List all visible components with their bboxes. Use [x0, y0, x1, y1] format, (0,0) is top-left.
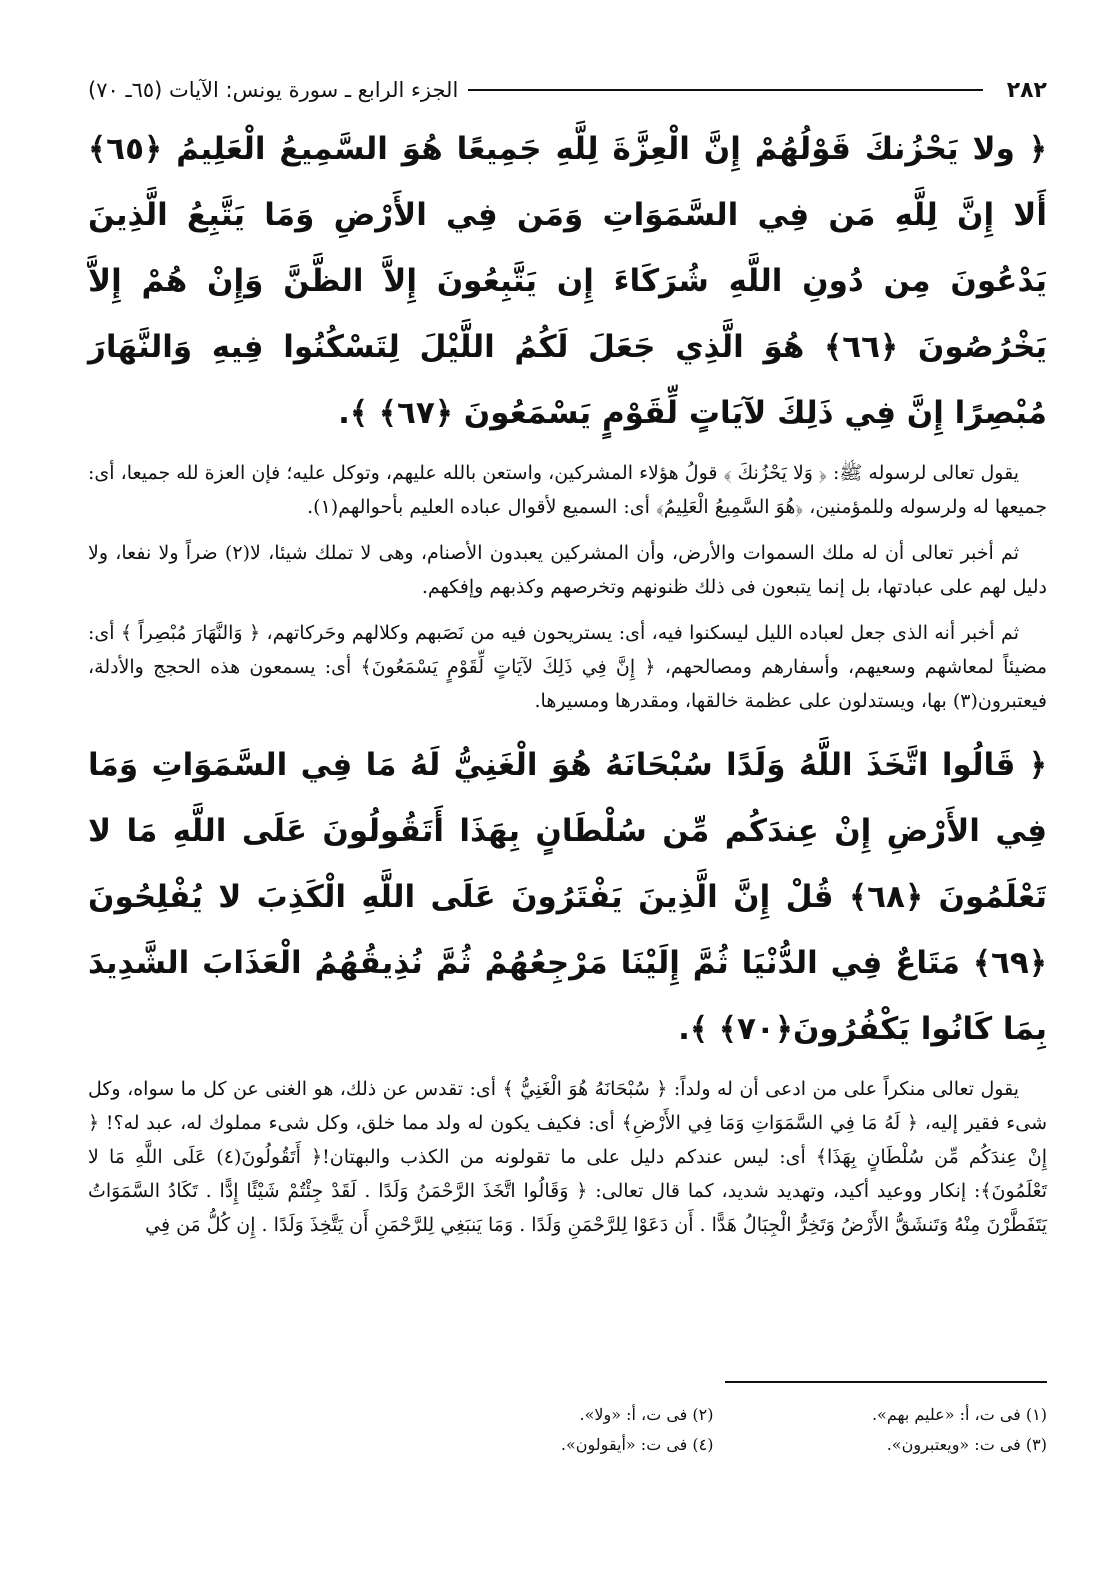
footnote-4: (٤) فى ت: «أيقولون».	[560, 1435, 714, 1454]
footnote-rule	[725, 1381, 1047, 1383]
commentary-paragraph: ثم أخبر تعالى أن له ملك السموات والأرض، وأن المشركين يعبدون الأصنام، وهى لا تملك شيئا، لا(٢) ضراً ولا نفعا، ولا دليل لهم على عبادتها، بل إنما يتبعون فى ذلك ظنونهم وتخرصهم وكذبهم وإفكهم.	[88, 542, 1047, 598]
footnotes	[380, 1400, 1047, 1460]
running-title: الجزء الرابع ـ سورة يونس: الآيات (٦٥ـ ٧٠)	[88, 78, 459, 102]
commentary-block-1	[88, 456, 1047, 718]
commentary-paragraph: يقول تعالى لرسوله ﷺ: ﴿ وَلا يَحْزُنكَ ﴾ قولُ هؤلاء المشركين، واستعن بالله عليهم، وتوكل عليه؛ فإن العزة لله جميعا، أى: جميعها له ولرسوله وللمؤمنين، ﴿هُوَ السَّمِيعُ الْعَلِيمُ﴾ أى: السميع لأقوال عباده العليم بأحوالهم(١).	[88, 462, 1047, 518]
page-header	[88, 70, 1047, 110]
quran-verses-68-70: ﴿ قَالُوا اتَّخَذَ اللَّهُ وَلَدًا سُبْحَانَهُ هُوَ الْغَنِيُّ لَهُ مَا فِي السَّمَوَاتِ وَمَا فِي الأَرْضِ إِنْ عِندَكُم مِّن سُلْطَانٍ بِهَذَا أَتَقُولُونَ عَلَى اللَّهِ مَا لا تَعْلَمُونَ ﴿٦٨﴾ قُلْ إِنَّ الَّذِينَ يَفْتَرُونَ عَلَى اللَّهِ الْكَذِبَ لا يُفْلِحُونَ ﴿٦٩﴾ مَتَاعٌ فِي الدُّنْيَا ثُمَّ إِلَيْنَا مَرْجِعُهُمْ ثُمَّ نُذِيقُهُمُ الْعَذَابَ الشَّدِيدَ بِمَا كَانُوا يَكْفُرُونَ﴿٧٠﴾ ﴾.	[88, 747, 1047, 1047]
commentary-paragraph: ثم أخبر أنه الذى جعل لعباده الليل ليسكنوا فيه، أى: يستريحون فيه من نَصَبهم وكلالهم وحَركاتهم، ﴿ وَالنَّهَارَ مُبْصِراً ﴾ أى: مضيئاً لمعاشهم وسعيهم، وأسفارهم ومصالحهم، ﴿ إِنَّ فِي ذَلِكَ لآيَاتٍ لِّقَوْمٍ يَسْمَعُونَ﴾ أى: يسمعون هذه الحجج والأدلة، فيعتبرون(٣) بها، ويستدلون على عظمة خالقها، ومقدرها ومسيرها.	[88, 622, 1047, 712]
header-rule	[468, 89, 982, 91]
footnote-1: (١) فى ت، أ: «عليم بهم».	[871, 1405, 1047, 1424]
page-number: ٢٨٢	[1006, 77, 1047, 103]
commentary-paragraph: يقول تعالى منكراً على من ادعى أن له ولداً: ﴿ سُبْحَانَهُ هُوَ الْغَنِيُّ ﴾ أى: تقدس عن ذلك، هو الغنى عن كل ما سواه، وكل شىء فقير إليه، ﴿ لَهُ مَا فِي السَّمَوَاتِ وَمَا فِي الأَرْضِ﴾ أى: فكيف يكون له ولد مما خلق، وكل شىء مملوك له، عبد له؟! ﴿ إِنْ عِندَكُم مِّن سُلْطَانٍ بِهَذَا﴾ أى: ليس عندكم دليل على ما تقولونه من الكذب والبهتان!﴿ أَتَقُولُونَ(٤) عَلَى اللَّهِ مَا لا تَعْلَمُونَ﴾: إنكار ووعيد أكيد، وتهديد شديد، كما قال تعالى: ﴿ وَقَالُوا اتَّخَذَ الرَّحْمَنُ وَلَدًا . لَقَدْ جِئْتُمْ شَيْئًا إِدًّا . تَكَادُ السَّمَوَاتُ يَتَفَطَّرْنَ مِنْهُ وَتَنشَقُّ الأَرْضُ وَتَخِرُّ الْجِبَالُ هَدًّا . أَن دَعَوْا لِلرَّحْمَنِ وَلَدًا . وَمَا يَنبَغِي لِلرَّحْمَنِ أَن يَتَّخِذَ وَلَدًا . إِن كُلُّ مَن فِي	[88, 1078, 1047, 1236]
footnote-2: (٢) فى ت، أ: «ولا».	[579, 1405, 714, 1424]
commentary-block-2	[88, 1072, 1047, 1242]
footnote-3: (٣) فى ت: «ويعتبرون».	[886, 1435, 1047, 1454]
quran-verses-65-67: ﴿ ولا يَحْزُنكَ قَوْلُهُمْ إِنَّ الْعِزَّةَ لِلَّهِ جَمِيعًا هُوَ السَّمِيعُ الْعَلِيمُ ﴿٦٥﴾ أَلا إِنَّ لِلَّهِ مَن فِي السَّمَوَاتِ وَمَن فِي الأَرْضِ وَمَا يَتَّبِعُ الَّذِينَ يَدْعُونَ مِن دُونِ اللَّهِ شُرَكَاءَ إِن يَتَّبِعُونَ إِلاَّ الظَّنَّ وَإِنْ هُمْ إِلاَّ يَخْرُصُونَ ﴿٦٦﴾ هُوَ الَّذِي جَعَلَ لَكُمُ اللَّيْلَ لِتَسْكُنُوا فِيهِ وَالنَّهَارَ مُبْصِرًا إِنَّ فِي ذَلِكَ لآيَاتٍ لِّقَوْمٍ يَسْمَعُونَ ﴿٦٧﴾ ﴾.	[88, 131, 1047, 431]
